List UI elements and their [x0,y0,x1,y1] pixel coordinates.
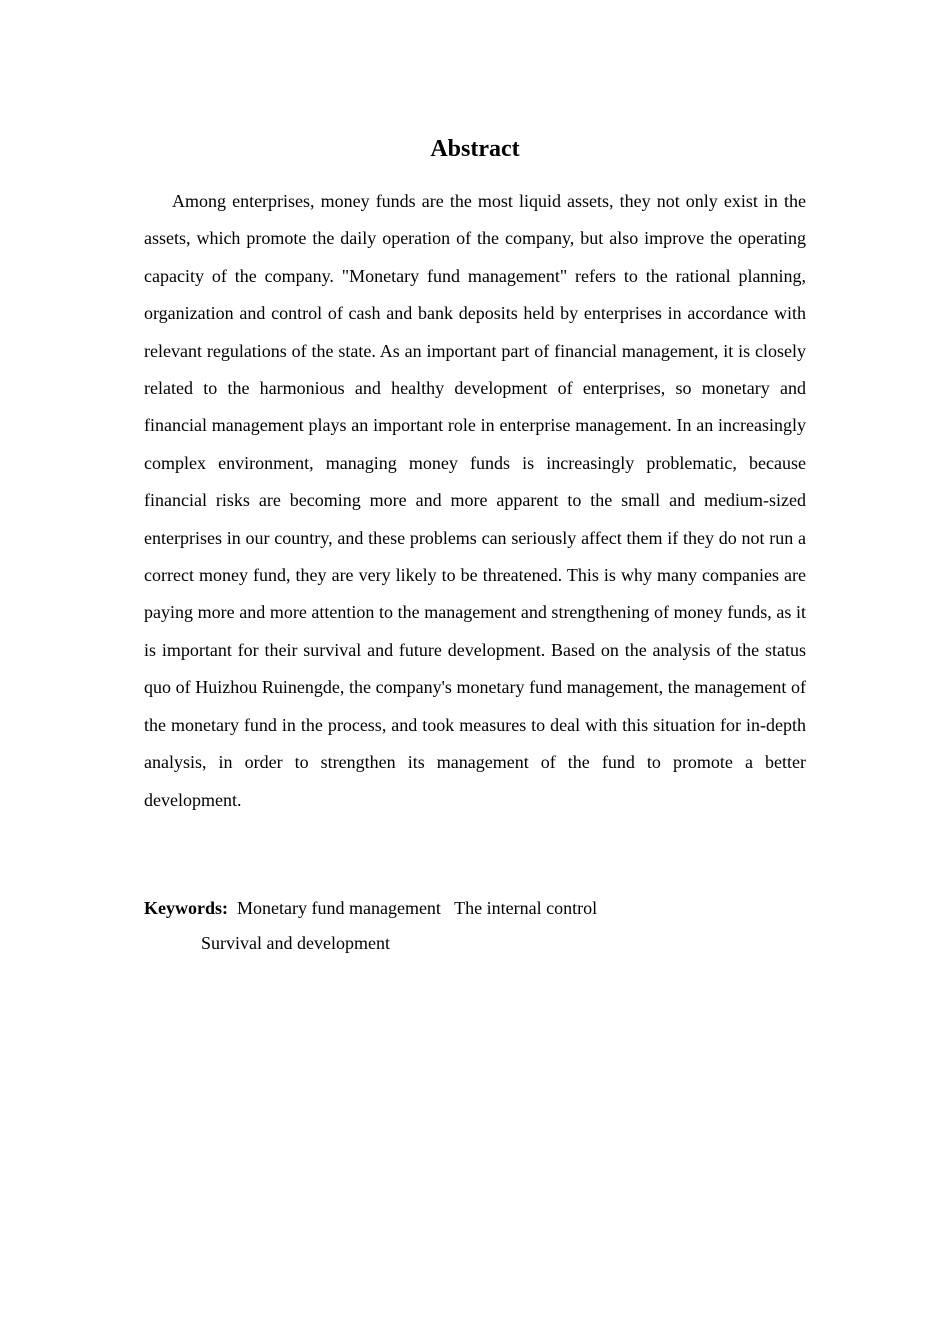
keywords-section [144,891,806,961]
keyword-item: Monetary fund management [237,898,441,918]
keyword-item: The internal control [454,898,598,918]
keywords-label: Keywords: [144,898,228,918]
abstract-paragraph: Among enterprises, money funds are the most liquid assets, they not only exist in the assets, which promote the daily operation of the company, but also improve the operating capacity of the company. "Monetary fund management" refers to the rational planning, organization and control of cash and bank deposits held by enterprises in accordance with relevant regulations of the state. As an important part of financial management, it is closely related to the harmonious and healthy development of enterprises, so monetary and financial management plays an important role in enterprise management. In an increasingly complex environment, managing money funds is increasingly problematic, because financial risks are becoming more and more apparent to the small and medium-sized enterprises in our country, and these problems can seriously affect them if they do not run a correct money fund, they are very likely to be threatened. This is why many companies are paying more and more attention to the management and strengthening of money funds, as it is important for their survival and future development. Based on the analysis of the status quo of Huizhou Ruinengde, the company's monetary fund management, the management of the monetary fund in the process, and took measures to deal with this situation for in-depth analysis, in order to strengthen its management of the fund to promote a better development. [144,191,806,810]
page-title: Abstract [430,136,520,162]
keyword-item: Survival and development [201,933,390,953]
